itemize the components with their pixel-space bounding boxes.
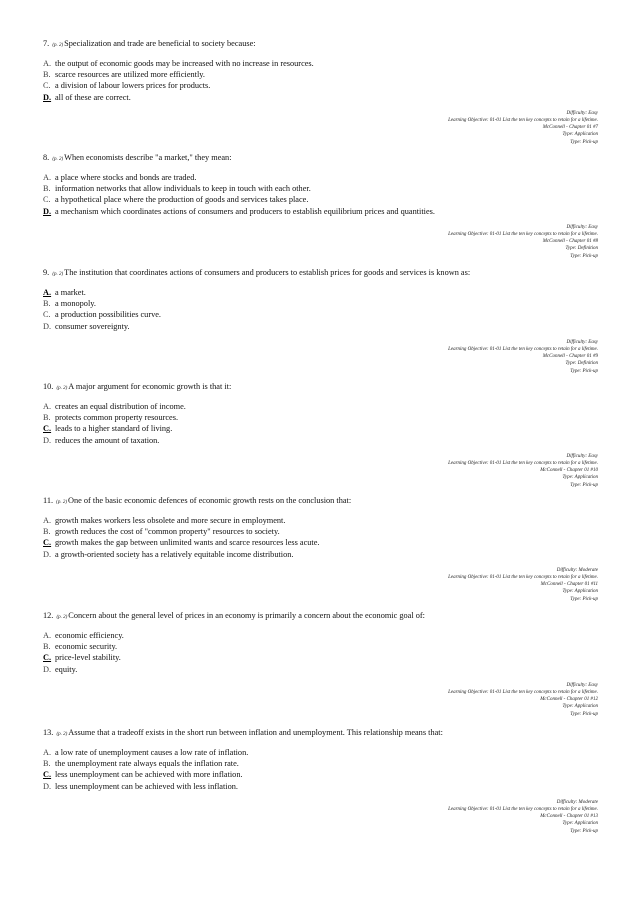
question-stem [43, 381, 598, 394]
question-metadata [43, 339, 598, 375]
answer-option-correct [43, 537, 598, 548]
option-text: the unemployment rate always equals the inflation rate. [55, 759, 239, 769]
question-number: 13. [43, 728, 54, 737]
option-text: a monopoly. [55, 299, 96, 309]
question-page-ref: (p. 2) [56, 386, 68, 391]
option-text: growth reduces the cost of "common property" resources to society. [55, 527, 280, 537]
answer-option [43, 401, 598, 412]
question-stem [43, 495, 598, 508]
option-letter: D. [43, 435, 52, 445]
metadata-line: Type: Pick-up [570, 139, 598, 145]
question-stem [43, 727, 598, 740]
metadata-line: Learning Objective: 01-01 List the ten key concepts to retain for a lifetime. [448, 690, 598, 696]
answer-option [43, 183, 598, 194]
question-number: 8. [43, 153, 50, 162]
question-page-ref: (p. 2) [56, 615, 68, 620]
option-text: consumer sovereignty. [55, 321, 130, 331]
option-text: all of these are correct. [55, 92, 131, 102]
question-text: Concern about the general level of prices in an economy is primarily a concern about the economic goal of: [68, 611, 425, 620]
option-letter: D. [43, 321, 52, 331]
metadata-line: McConnell - Chapter 01 #10 [540, 468, 598, 474]
question-block [43, 610, 598, 718]
answer-option [43, 549, 598, 560]
option-text: a low rate of unemployment causes a low rate of inflation. [55, 748, 249, 757]
answer-option [43, 435, 598, 446]
metadata-line: Learning Objective: 01-01 List the ten key concepts to retain for a lifetime. [448, 575, 598, 581]
option-letter: A. [43, 516, 52, 525]
metadata-line: Learning Objective: 01-01 List the ten key concepts to retain for a lifetime. [448, 232, 598, 238]
answer-options [43, 58, 598, 103]
option-letter: A. [43, 173, 52, 182]
question-metadata [43, 567, 598, 603]
option-letter: D. [43, 781, 52, 791]
answer-options [43, 287, 598, 332]
option-letter: A. [43, 631, 52, 640]
question-stem [43, 610, 598, 623]
answer-options [43, 630, 598, 675]
question-page-ref: (p. 2) [52, 272, 64, 277]
metadata-line: McConnell - Chapter 01 #9 [542, 354, 598, 360]
option-letter: D. [43, 549, 52, 559]
option-text: a hypothetical place where the production of goods and services takes place. [55, 195, 309, 205]
answer-option [43, 298, 598, 309]
question-block [43, 38, 598, 146]
answer-option-correct [43, 287, 598, 298]
question-metadata [43, 110, 598, 146]
metadata-line: Difficulty: Moderate [556, 799, 598, 805]
answer-option [43, 58, 598, 69]
metadata-line: McConnell - Chapter 01 #12 [540, 697, 598, 703]
answer-options [43, 172, 598, 217]
option-letter: A. [43, 59, 52, 68]
answer-option [43, 630, 598, 641]
question-text: The institution that coordinates actions of consumers and producers to establish prices for goods and services is known as: [64, 268, 471, 277]
metadata-line: Type: Application [562, 589, 598, 595]
metadata-line: Difficulty: Moderate [556, 567, 598, 573]
metadata-line: Learning Objective: 01-01 List the ten key concepts to retain for a lifetime. [448, 347, 598, 353]
metadata-line: Type: Application [562, 475, 598, 481]
answer-option [43, 781, 598, 792]
question-number: 10. [43, 382, 54, 391]
option-text: economic efficiency. [55, 631, 124, 640]
question-block [43, 152, 598, 260]
answer-option-correct [43, 769, 598, 780]
metadata-line: Difficulty: Easy [566, 110, 598, 116]
metadata-line: Type: Definition [565, 246, 598, 252]
option-text: leads to a higher standard of living. [55, 424, 173, 434]
answer-option [43, 321, 598, 332]
question-number: 7. [43, 39, 50, 48]
metadata-line: Type: Application [562, 704, 598, 710]
question-page-ref: (p. 2) [52, 157, 64, 162]
metadata-line: Type: Application [562, 821, 598, 827]
question-text: A major argument for economic growth is that it: [68, 382, 232, 391]
option-text: protects common property resources. [55, 413, 179, 423]
option-text: less unemployment can be achieved with less inflation. [55, 781, 238, 791]
option-text: growth makes workers less obsolete and more secure in employment. [55, 516, 286, 525]
option-text: equity. [55, 664, 78, 674]
answer-option [43, 758, 598, 769]
option-text: the output of economic goods may be increased with no increase in resources. [55, 59, 314, 68]
option-text: information networks that allow individuals to keep in touch with each other. [55, 184, 311, 194]
option-text: a place where stocks and bonds are traded. [55, 173, 197, 182]
option-text: creates an equal distribution of income. [55, 402, 186, 411]
option-text: less unemployment can be achieved with more inflation. [55, 770, 243, 780]
answer-options [43, 747, 598, 792]
option-letter: A. [43, 288, 52, 297]
option-letter: A. [43, 402, 52, 411]
answer-option-correct [43, 423, 598, 434]
option-letter: B. [43, 642, 51, 652]
option-text: a growth-oriented society has a relatively equitable income distribution. [55, 549, 294, 559]
answer-option [43, 412, 598, 423]
metadata-line: Type: Pick-up [570, 253, 598, 259]
answer-options [43, 401, 598, 446]
metadata-line: Type: Definition [565, 361, 598, 367]
option-text: scarce resources are utilized more efficiently. [55, 70, 205, 80]
answer-option [43, 747, 598, 758]
question-block [43, 267, 598, 375]
option-letter: D. [43, 92, 52, 102]
question-number: 12. [43, 611, 54, 620]
option-letter: C. [43, 195, 51, 205]
metadata-line: Difficulty: Easy [566, 682, 598, 688]
question-text: When economists describe "a market," they mean: [64, 153, 232, 162]
option-text: reduces the amount of taxation. [55, 435, 160, 445]
answer-option [43, 194, 598, 205]
metadata-line: McConnell - Chapter 01 #7 [542, 125, 598, 131]
option-text: a production possibilities curve. [55, 310, 161, 320]
option-letter: B. [43, 184, 51, 194]
question-page-ref: (p. 2) [52, 43, 64, 48]
question-stem [43, 267, 598, 280]
metadata-line: Type: Pick-up [570, 368, 598, 374]
metadata-line: McConnell - Chapter 01 #13 [540, 814, 598, 820]
question-metadata [43, 799, 598, 835]
option-letter: A. [43, 748, 52, 757]
metadata-line: Type: Pick-up [570, 482, 598, 488]
answer-option [43, 641, 598, 652]
option-letter: D. [43, 206, 52, 216]
option-letter: D. [43, 664, 52, 674]
question-metadata [43, 453, 598, 489]
question-page-ref: (p. 2) [56, 732, 68, 737]
option-text: a mechanism which coordinates actions of consumers and producers to establish equilibrium prices and quantities. [55, 206, 435, 216]
option-letter: B. [43, 527, 51, 537]
answer-option [43, 664, 598, 675]
question-text: Specialization and trade are beneficial to society because: [64, 39, 256, 48]
answer-option [43, 69, 598, 80]
option-text: growth makes the gap between unlimited wants and scarce resources less acute. [55, 538, 320, 548]
metadata-line: Difficulty: Easy [566, 339, 598, 345]
question-number: 11. [43, 496, 54, 505]
metadata-line: Learning Objective: 01-01 List the ten key concepts to retain for a lifetime. [448, 807, 598, 813]
answer-option [43, 80, 598, 91]
option-letter: C. [43, 310, 51, 320]
answer-option [43, 526, 598, 537]
option-letter: C. [43, 770, 52, 780]
question-block [43, 495, 598, 603]
question-block [43, 727, 598, 835]
question-page-ref: (p. 2) [56, 500, 67, 505]
question-text: Assume that a tradeoff exists in the short run between inflation and unemployment. This relationship means that: [68, 728, 443, 737]
option-letter: C. [43, 81, 51, 91]
option-letter: B. [43, 299, 51, 309]
question-stem [43, 152, 598, 165]
option-text: a division of labour lowers prices for products. [55, 81, 211, 91]
answer-option-correct [43, 652, 598, 663]
answer-option [43, 172, 598, 183]
option-letter: B. [43, 413, 51, 423]
metadata-line: Type: Pick-up [570, 711, 598, 717]
metadata-line: Difficulty: Easy [566, 224, 598, 230]
metadata-line: Learning Objective: 01-01 List the ten key concepts to retain for a lifetime. [448, 118, 598, 124]
answer-option-correct [43, 206, 598, 217]
option-letter: C. [43, 653, 52, 663]
question-metadata [43, 224, 598, 260]
answer-option [43, 309, 598, 320]
answer-option-correct [43, 92, 598, 103]
option-letter: B. [43, 759, 51, 769]
metadata-line: McConnell - Chapter 01 #8 [542, 239, 598, 245]
answer-options [43, 515, 598, 560]
question-number: 9. [43, 268, 50, 277]
question-block [43, 381, 598, 489]
question-stem [43, 38, 598, 51]
question-text: One of the basic economic defences of economic growth rests on the conclusion that: [68, 496, 352, 505]
metadata-line: Difficulty: Easy [566, 453, 598, 459]
question-metadata [43, 682, 598, 718]
answer-option [43, 515, 598, 526]
metadata-line: Type: Application [562, 132, 598, 138]
option-text: economic security. [55, 642, 118, 652]
metadata-line: Type: Pick-up [570, 596, 598, 602]
option-letter: B. [43, 70, 51, 80]
option-letter: C. [43, 538, 52, 548]
option-text: a market. [55, 288, 86, 297]
metadata-line: McConnell - Chapter 01 #11 [540, 582, 598, 588]
metadata-line: Type: Pick-up [570, 828, 598, 834]
option-letter: C. [43, 424, 52, 434]
option-text: price-level stability. [55, 653, 121, 663]
metadata-line: Learning Objective: 01-01 List the ten key concepts to retain for a lifetime. [448, 461, 598, 467]
